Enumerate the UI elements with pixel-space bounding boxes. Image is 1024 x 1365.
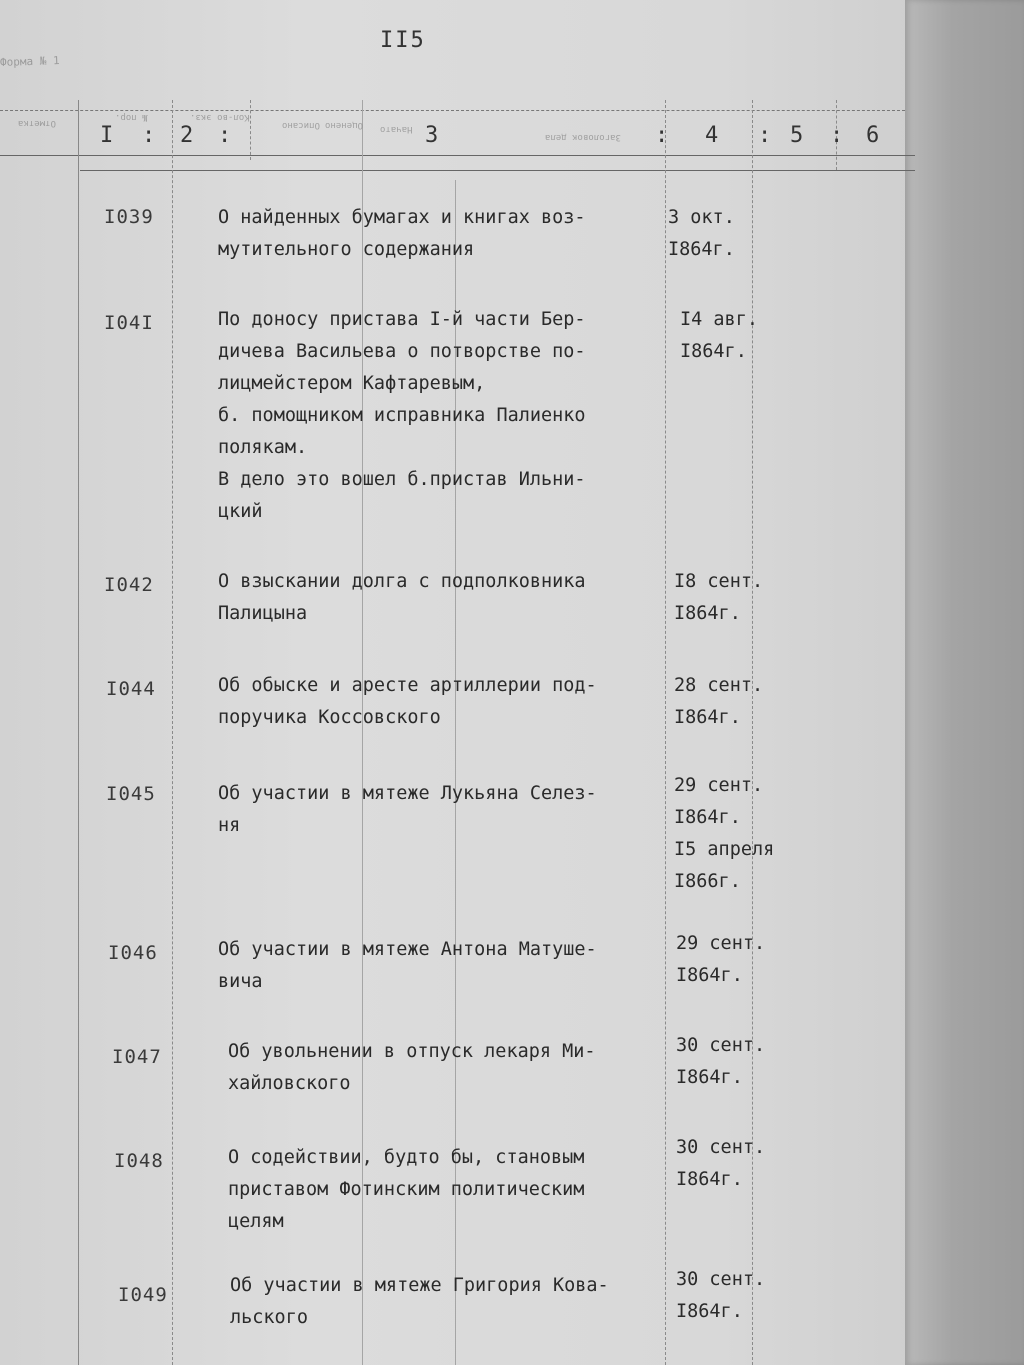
entry-number: I04I	[104, 312, 154, 334]
entry-title: Об участии в мятеже Антона Матуше- вича	[218, 939, 597, 992]
body-top-rule	[80, 170, 915, 171]
header-top-rule	[0, 110, 905, 111]
entry-number: I045	[106, 783, 156, 805]
entry-title: Об участии в мятеже Григория Кова- льского	[230, 1275, 609, 1328]
entry-date: I4 авг. I864г.	[680, 309, 758, 362]
page-number: II5	[380, 28, 426, 53]
entry-title: Об увольнении в отпуск лекаря Ми- хайловского	[228, 1041, 596, 1094]
header-col-1: I	[100, 123, 114, 148]
entry-date: 29 сент. I864г. I5 апреля I866г.	[674, 775, 775, 892]
entry-number: I042	[104, 574, 154, 596]
entry-date: 30 сент. I864г.	[676, 1035, 766, 1088]
header-label-order: № пор.	[115, 112, 148, 122]
entry-number: I047	[112, 1046, 162, 1068]
header-col-6: 6	[866, 123, 880, 148]
header-sep-2: :	[218, 123, 232, 148]
entry-date: I8 сент. I864г.	[674, 571, 764, 624]
entry-date: 28 сент. I864г.	[674, 675, 764, 728]
entry-number: I039	[104, 206, 154, 228]
header-col-4: 4	[705, 123, 719, 148]
header-label-described: Описано	[282, 120, 320, 130]
header-col-2: 2	[180, 123, 194, 148]
header-sep-1: :	[142, 123, 156, 148]
entry-title: Об участии в мятеже Лукьяна Селез- ня	[218, 783, 597, 836]
entry-number: I044	[106, 678, 156, 700]
column-rule-1	[78, 100, 79, 1365]
entry-title: О взыскании долга с подполковника Палицына	[218, 571, 586, 624]
entry-date: 30 сент. I864г.	[676, 1137, 766, 1190]
header-sep-5: :	[830, 123, 844, 148]
header-bottom-rule	[0, 155, 915, 156]
entry-number: I049	[118, 1284, 168, 1306]
header-label-started: Начато	[380, 124, 413, 134]
entry-number: I046	[108, 942, 158, 964]
header-col-3: 3	[425, 123, 439, 148]
entry-title: По доносу пристава I-й части Бер- дичева Васильева о потворстве по- лицмейстером Кафтаревым, б. помощником исправника Палиенко полякам. В дело это вошел б.пристав Ильни- цкий	[218, 309, 586, 522]
underlying-sheet-edge	[905, 0, 1024, 1365]
header-label-copies: Кол-во экз.	[190, 112, 250, 122]
header-label-note: Отметка	[18, 118, 56, 128]
entry-date: 30 сент. I864г.	[676, 1269, 766, 1322]
form-mark: Форма № 1	[0, 53, 60, 70]
entry-number: I048	[114, 1150, 164, 1172]
entry-title: О найденных бумагах и книгах воз- мутительного содержания	[218, 207, 586, 260]
entry-title: Об обыске и аресте артиллерии под- поручика Коссовского	[218, 675, 597, 728]
entry-date: 29 сент. I864г.	[676, 933, 766, 986]
entry-date: 3 окт. I864г.	[668, 207, 735, 260]
header-sep-3: :	[655, 123, 669, 148]
column-rule-2	[172, 100, 173, 1365]
header-label-valued: Оценено	[325, 120, 363, 130]
column-rule-3	[250, 100, 251, 160]
header-sep-4: :	[758, 123, 772, 148]
header-label-case-title: Заголовок дела	[545, 132, 621, 142]
header-col-5: 5	[790, 123, 804, 148]
entry-title: О содействии, будто бы, становым приставом Фотинским политическим целям	[228, 1147, 585, 1232]
